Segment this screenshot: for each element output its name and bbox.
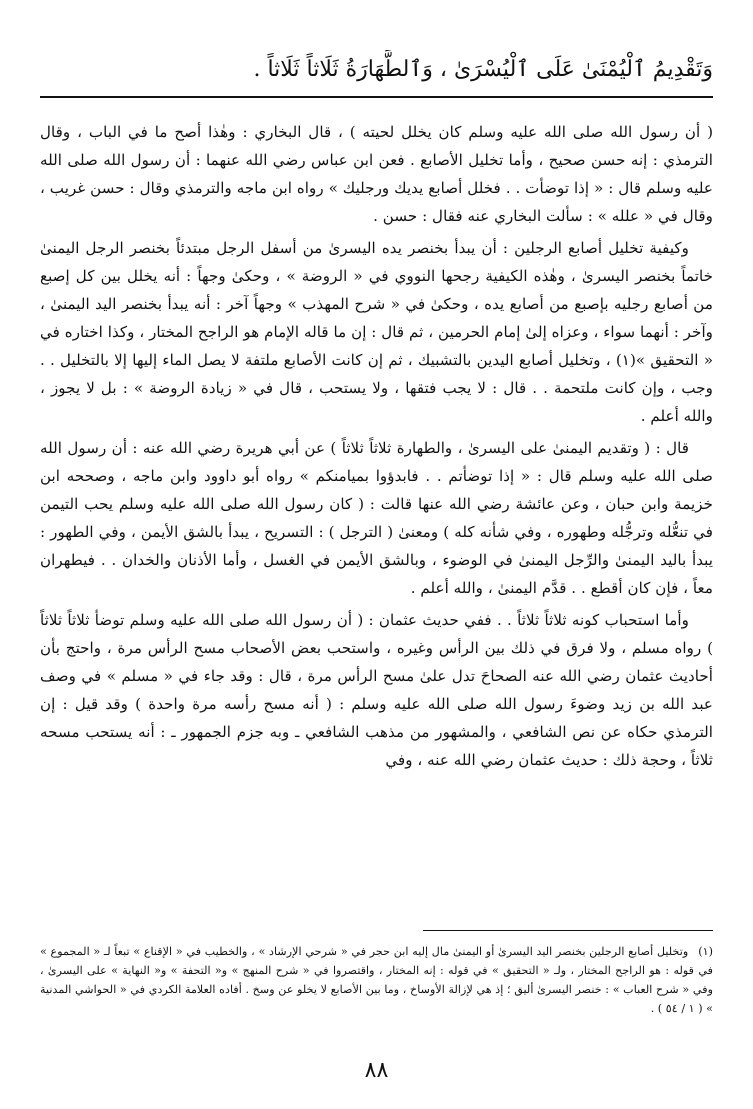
paragraph-1: ( أن رسول الله صلى الله عليه وسلم كان يخلل لحيته ) ، قال البخاري : وهٰذا أصح ما في الباب ، وقال الترمذي : إنه حسن صحيح ، وأما تخليل الأصابع . فعن ابن عباس رضي الله عنهما : أن رسول الله صلى الله عليه وسلم قال : « إذا توضأت . . فخلل أصابع يديك ورجليك » رواه ابن ماجه والترمذي وقال : حسن غريب ، وقال في « علله » : سألت البخاري عنه فقال : حسن . [40, 123, 713, 225]
paragraph-4: وأما استحباب كونه ثلاثاً ثلاثاً . . ففي حديث عثمان : ( أن رسول الله صلى الله عليه وسلم توضأ ثلاثاً ثلاثاً ) رواه مسلم ، ولا فرق في ذلك بين الرأس وغيره ، واستحب بعض الأصحاب مسح الرأس مرة ، واحتج بأن أحاديث عثمان رضي الله عنه الصحاحَ تدل علىٰ مسح الرأس مرة ، قال : وقد جاء في « مسلم » في وصف عبد الله بن زيد وضوءَ رسول الله صلى الله عليه وسلم : ( أنه مسح رأسه مرة واحدة ) وقد قيل : إن الترمذي حكاه عن نص الشافعي ، والمشهور من مذهب الشافعي ـ وبه جزم الجمهور ـ : أنه يستحب مسحه ثلاثاً ، وحجة ذلك : حديث عثمان رضي الله عنه ، وفي [40, 611, 713, 769]
footnote-rule [423, 930, 713, 931]
header-rule [40, 96, 713, 98]
footnote-number: (١) [698, 945, 713, 958]
body-text [40, 118, 713, 903]
paragraph-3: قال : ( وتقديم اليمنىٰ على اليسرىٰ ، والطهارة ثلاثاً ثلاثاً ) عن أبي هريرة رضي الله عنه : أن رسول الله صلى الله عليه وسلم قال : « إذا توضأتم . . فابدؤوا بميامنكم » رواه أبو داوود وابن ماجه ، وصححه ابن خزيمة وابن حبان ، وعن عائشة رضي الله عنها قالت : ( كان رسول الله صلى الله عليه وسلم يحب التيمن في تنعُّله وترجُّله وطهوره ، وفي شأنه كله ) ومعنىٰ ( الترجل ) : التسريح ، يبدأ بالشق الأيمن ، وفي الطهور : يبدأ باليد اليمنىٰ والرِّجل اليمنىٰ في الوضوء ، وبالشق الأيمن في الغسل ، وأما الأذنان والخدان . . فيطهران معاً ، فإن كان أقطع . . قدَّم اليمنىٰ ، والله أعلم . [40, 439, 713, 597]
footnote-text: وتخليل أصابع الرجلين بخنصر اليد اليسرىٰ أو اليمنىٰ مال إليه ابن حجر في « شرحي الإرشاد » ، والخطيب في « الإقناع » تبعاً لـ « المجموع » في قوله : هو الراجح المختار ، ولـ « التحقيق » في قوله : إنه المختار ، واقتصروا في « شرح المنهج » و« التحفة » و« النهاية » على اليسرىٰ ، وفي « شرح العباب » : خنصر اليسرىٰ أليق ؛ إذ هي لإزالة الأوساخ ، وما بين الأصابع لا يخلو عن وسخ . أفاده العلامة الكردي في « الحواشي المدنية » ( ١ / ٥٤ ) . [40, 945, 713, 1015]
page-header: وَتَقْدِيمُ ٱلْيُمْنَىٰ عَلَى ٱلْيُسْرَىٰ ، وَٱلطَّهَارَةُ ثَلَاثاً ثَلَاثاً . [253, 57, 713, 82]
paragraph-2: وكيفية تخليل أصابع الرجلين : أن يبدأ بخنصر يده اليسرىٰ من أسفل الرجل مبتدئاً بخنصر الرجل اليمنىٰ خاتماً بخنصر اليسرىٰ ، وهٰذه الكيفية رجحها النووي في « الروضة » ، وحكىٰ وجهاً : أنه يخلل بين كل إصبع من أصابع رجليه بإصبع من أصابع يده ، وحكىٰ في « شرح المهذب » وجهاً آخر : أنه يبدأ بخنصر اليد اليمنىٰ ، وآخر : أنهما سواء ، وعزاه إلىٰ إمام الحرمين ، ثم قال : إن ما قاله الإمام هو الراجح المختار ، وكذا اختاره في « التحقيق »(١) ، وتخليل أصابع اليدين بالتشبيك ، ثم إن كانت الأصابع ملتفة لا يصل الماء إليها إلا بالتخليل . . وجب ، وإن كانت ملتحمة . . قال : لا يجب فتقها ، ولا يستحب ، قال في « زيادة الروضة » : بل لا يجوز ، والله أعلم . [40, 239, 713, 425]
page-number: ٨٨ [364, 1058, 389, 1083]
footnote [40, 942, 713, 1030]
